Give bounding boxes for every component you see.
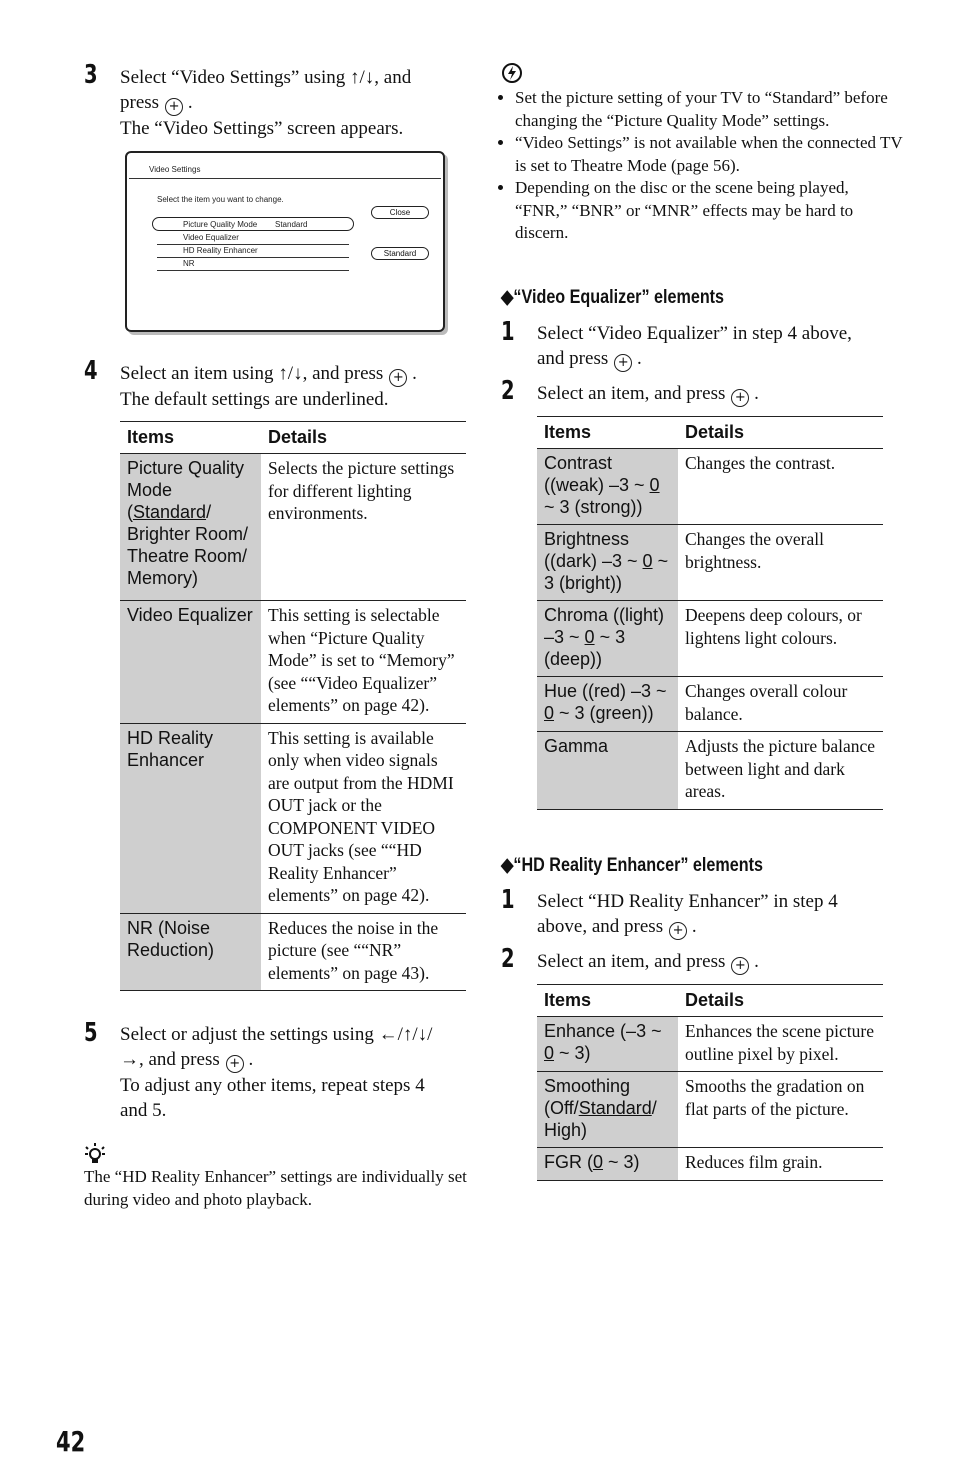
table-row (537, 1148, 883, 1181)
video-equalizer-heading: ◆“Video Equalizer” elements (501, 287, 725, 308)
enter-button-icon: + (669, 922, 687, 940)
note-item: • Depending on the disc or the scene being played, “FNR,” “BNR” or “MNR” effects may be hard to discern. (515, 177, 905, 245)
step-text-line: To adjust any other items, repeat steps 4 (120, 1075, 425, 1096)
step-text-line: and press + . (537, 348, 642, 370)
hint-text: The “HD Reality Enhancer” settings are individually set during video and photo playback. (84, 1167, 467, 1209)
ve-step-1-instruction (537, 321, 887, 372)
table-details-cell: Selects the picture settings for different lighting environments. (261, 454, 466, 601)
table-row (120, 723, 466, 913)
enter-button-icon: + (731, 957, 749, 975)
step-text-line: Select an item, and press + . (537, 383, 759, 405)
step-text-line: Select or adjust the settings using ←/↑/↓/ (120, 1024, 433, 1045)
lightbulb-icon (84, 1142, 106, 1168)
step-text-line: press + . (120, 92, 193, 114)
table-details-cell: This setting is available only when video signals are output from the HDMI OUT jack or the COMPONENT VIDEO OUT jacks (see ““HD Reality Enhancer” elements” on page 42). (261, 723, 466, 913)
table-details-cell: Reduces film grain. (678, 1148, 883, 1181)
step-number: 3 (84, 60, 98, 90)
column-header-details: Details (678, 985, 883, 1017)
column-header-items: Items (537, 417, 678, 449)
table-row (537, 1072, 883, 1148)
table-row (537, 677, 883, 732)
menu-item[interactable]: Video Equalizer (183, 233, 239, 242)
table-details-cell: This setting is selectable when “Picture Quality Mode” is set to “Memory” (see ““Video Equalizer” elements” on page 42). (261, 601, 466, 724)
screen-prompt: Select the item you want to change. (157, 195, 284, 204)
page-number: 42 (56, 1425, 86, 1458)
step-text-line: and 5. (120, 1100, 167, 1121)
step-4-instruction (120, 361, 470, 412)
table-row (537, 525, 883, 601)
step-number: 1 (501, 317, 515, 347)
step-text-line: Select “Video Equalizer” in step 4 above, (537, 323, 852, 344)
table-item-cell: Chroma ((light) –3 ~ 0 ~ 3 (deep)) (537, 601, 678, 677)
enter-button-icon: + (614, 354, 632, 372)
table-item-cell: Video Equalizer (120, 601, 261, 724)
standard-button[interactable]: Standard (371, 247, 429, 260)
table-row (537, 449, 883, 525)
menu-item[interactable]: HD Reality Enhancer (183, 246, 258, 255)
table-details-cell: Smooths the gradation on flat parts of the picture. (678, 1072, 883, 1148)
step-number: 2 (501, 944, 515, 974)
note-icon (501, 62, 523, 84)
video-settings-screen (125, 151, 445, 332)
step-number: 2 (501, 376, 515, 406)
step-3-instruction (120, 65, 470, 141)
table-details-cell: Changes the contrast. (678, 449, 883, 525)
video-equalizer-table (537, 416, 883, 810)
column-header-details: Details (261, 422, 466, 454)
table-item-cell: Contrast ((weak) –3 ~ 0 ~ 3 (strong)) (537, 449, 678, 525)
enter-button-icon: + (165, 98, 183, 116)
step-text-line: Select an item, and press + . (537, 951, 759, 973)
table-details-cell: Reduces the noise in the picture (see ““NR” elements” on page 43). (261, 913, 466, 991)
table-item-cell: Picture Quality Mode (Standard/ Brighter Room/ Theatre Room/ Memory) (120, 454, 261, 601)
step-number: 5 (84, 1018, 98, 1048)
menu-item-value: Standard (275, 220, 308, 229)
table-item-cell: Brightness ((dark) –3 ~ 0 ~ 3 (bright)) (537, 525, 678, 601)
table-item-cell: Hue ((red) –3 ~ 0 ~ 3 (green)) (537, 677, 678, 732)
note-item: • Set the picture setting of your TV to “Standard” before changing the “Picture Quality Mode” settings. (515, 87, 905, 132)
row-separator (157, 270, 349, 271)
step-5-instruction (120, 1022, 470, 1123)
note-item: • “Video Settings” is not available when the connected TV is set to Theatre Mode (page 56). (515, 132, 905, 177)
step-number: 4 (84, 356, 98, 386)
table-row (120, 454, 466, 601)
table-details-cell: Deepens deep colours, or lightens light colours. (678, 601, 883, 677)
table-row (120, 601, 466, 724)
step-text-line: above, and press + . (537, 916, 697, 938)
table-details-cell: Adjusts the picture balance between light and dark areas. (678, 732, 883, 810)
step-text-line: Select “Video Settings” using ↑/↓, and (120, 67, 412, 88)
hd-reality-enhancer-table (537, 984, 883, 1181)
column-header-items: Items (537, 985, 678, 1017)
menu-item[interactable]: NR (183, 259, 195, 268)
table-row (537, 601, 883, 677)
hd-step-2-instruction (537, 949, 887, 975)
table-item-cell: Gamma (537, 732, 678, 810)
hd-reality-enhancer-heading: ◆“HD Reality Enhancer” elements (501, 855, 763, 876)
table-details-cell: Enhances the scene picture outline pixel by pixel. (678, 1017, 883, 1072)
table-row (537, 732, 883, 810)
menu-item[interactable]: Picture Quality Mode (183, 220, 258, 229)
table-row (537, 1017, 883, 1072)
step-text-line: Select an item using ↑/↓, and press + . (120, 363, 417, 385)
hd-step-1-instruction (537, 889, 887, 940)
step-text-line: Select “HD Reality Enhancer” in step 4 (537, 891, 838, 912)
step-text-line: →, and press + . (120, 1049, 254, 1071)
column-header-items: Items (120, 422, 261, 454)
enter-button-icon: + (731, 389, 749, 407)
close-button[interactable]: Close (371, 206, 429, 219)
step-text-line: The “Video Settings” screen appears. (120, 118, 404, 139)
table-details-cell: Changes overall colour balance. (678, 677, 883, 732)
screen-title: Video Settings (149, 165, 201, 174)
column-header-details: Details (678, 417, 883, 449)
table-item-cell: Enhance (–3 ~ 0 ~ 3) (537, 1017, 678, 1072)
notes-list (497, 87, 905, 245)
table-item-cell: FGR (0 ~ 3) (537, 1148, 678, 1181)
table-row (120, 913, 466, 991)
enter-button-icon: + (226, 1055, 244, 1073)
table-item-cell: Smoothing (Off/Standard/ High) (537, 1072, 678, 1148)
row-separator (157, 244, 349, 245)
step-number: 1 (501, 885, 515, 915)
screen-divider (129, 178, 441, 179)
enter-button-icon: + (389, 369, 407, 387)
table-item-cell: NR (Noise Reduction) (120, 913, 261, 991)
video-settings-table (120, 421, 466, 991)
table-item-cell: HD Reality Enhancer (120, 723, 261, 913)
table-details-cell: Changes the overall brightness. (678, 525, 883, 601)
row-separator (157, 257, 349, 258)
ve-step-2-instruction (537, 381, 887, 407)
step-text-line: The default settings are underlined. (120, 389, 389, 410)
